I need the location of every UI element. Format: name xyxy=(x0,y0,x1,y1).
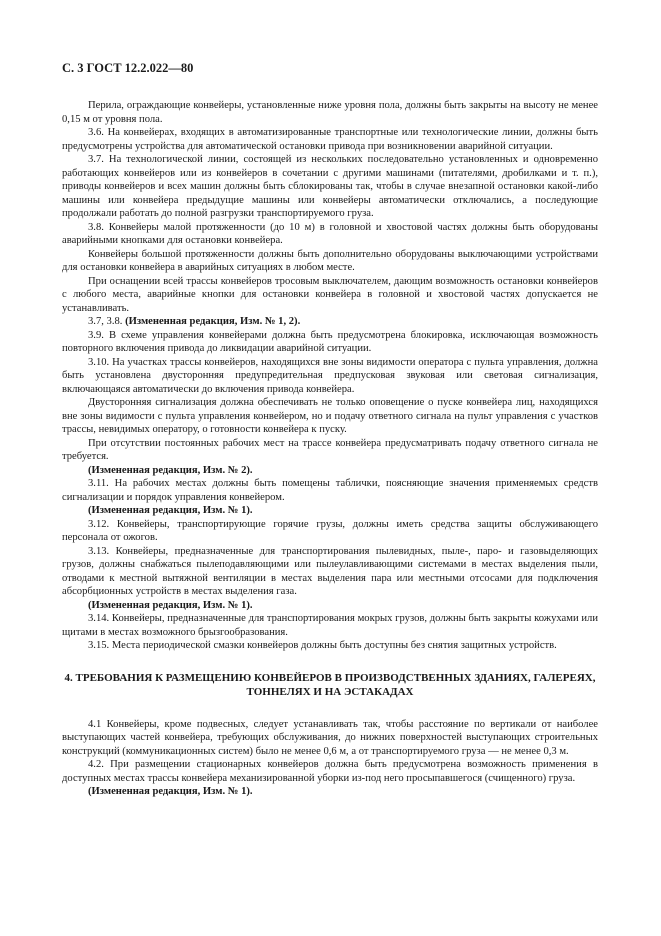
paragraph: При оснащении всей трассы конвейеров тросовым выключателем, дающим возможность остановки конвейеров с любого места, аварийные кнопки для остановки конвейера в головной и хвостовой частях допускается не устанавливать. xyxy=(62,275,598,314)
paragraph: 3.6. На конвейерах, входящих в автоматизированные транспортные или технологические линии, должны быть предусмотрены устройства для автоматической остановки привода при возникновении аварийной ситуации. xyxy=(62,127,598,152)
page-header: С. 3 ГОСТ 12.2.022—80 xyxy=(62,61,194,75)
paragraph: Двусторонняя сигнализация должна обеспечивать не только оповещение о пуске конвейера лиц, находящихся вне зоны видимости с пульта управления конвейером, но и подачу ответного сигнала на пульт управления с участков трассы, невидимых оператору, о готовности конвейера к пуску. xyxy=(62,397,598,435)
paragraph: 3.10. На участках трассы конвейеров, находящихся вне зоны видимости оператора с пульта управления, должна быть установлена двусторонняя предупредительная предпусковая звуковая или световая сигнализация, включающаяся автоматически до включения привода конвейера. xyxy=(62,356,598,395)
amendment-note: (Измененная редакция, Изм. № 1). xyxy=(88,599,253,611)
paragraph: 3.13. Конвейеры, предназначенные для транспортирования пылевидных, пыле-, паро- и газовыделяющих грузов, должны снабжаться пылеподавляющими или пылеулавливающими системами в местах выделения пыли, отводами к местной вытяжной вентиляции в местах выделения пара или местными отсосами для подключения абсорбционных устройств в местах выделения газа. xyxy=(62,545,598,597)
paragraph: При отсутствии постоянных рабочих мест на трассе конвейера предусматривать подачу ответного сигнала не требуется. xyxy=(62,437,598,462)
section-3-body xyxy=(62,99,598,653)
amendment-note-mixed xyxy=(62,315,598,329)
paragraph: 4.1 Конвейеры, кроме подвесных, следует устанавливать так, чтобы расстояние по вертикали от наиболее выступающих частей конвейера, требующих обслуживания, до нижних поверхностей выступающих строительных конструкций (коммуникационных систем) было не менее 0,6 м, а от транспортируемого груза — не менее 0,3 м. xyxy=(62,718,598,757)
section-4-title: 4. ТРЕБОВАНИЯ К РАЗМЕЩЕНИЮ КОНВЕЙЕРОВ В ПРОИЗВОДСТВЕННЫХ ЗДАНИЯХ, ГАЛЕРЕЯХ, ТОННЕЛЯХ И НА ЭСТАКАДАХ xyxy=(64,671,596,698)
amendment-note: (Измененная редакция, Изм. № 2). xyxy=(88,464,253,476)
document-page xyxy=(62,60,598,799)
amendment-note: (Измененная редакция, Изм. № 1). xyxy=(88,505,253,516)
paragraph: 3.15. Места периодической смазки конвейеров должны быть доступны без снятия защитных устройств. xyxy=(88,640,557,651)
paragraph: 3.14. Конвейеры, предназначенные для транспортирования мокрых грузов, должны быть закрыты кожухами или щитами в местах возможного брызгообразования. xyxy=(62,613,598,638)
amendment-note: (Измененная редакция, Изм. № 1). xyxy=(88,786,253,797)
paragraph: 3.9. В схеме управления конвейерами должна быть предусмотрена блокировка, исключающая возможность повторного включения привода до ликвидации аварийной ситуации. xyxy=(62,329,598,354)
paragraph: 3.8. Конвейеры малой протяженности (до 10 м) в головной и хвостовой частях должны быть оборудованы аварийными кнопками для остановки конвейера. xyxy=(62,221,598,246)
paragraph: 3.12. Конвейеры, транспортирующие горячие грузы, должны иметь средства защиты обслуживающего персонала от ожогов. xyxy=(62,518,598,543)
paragraph: 3.11. На рабочих местах должны быть помещены таблички, поясняющие значения применяемых средств сигнализации и порядок управления конвейером. xyxy=(62,478,598,503)
paragraph: Конвейеры большой протяженности должны быть дополнительно оборудованы выключающими устройствами для остановки конвейера в аварийных ситуациях в любом месте. xyxy=(62,248,598,273)
amendment-note: (Измененная редакция, Изм. № 1, 2). xyxy=(125,316,301,327)
paragraph: 3.7. На технологической линии, состоящей из нескольких последовательно установленных и одновременно работающих конвейеров или из конвейеров в сочетании с другими машинами (питателями, дробилками и т. п.), приводы конвейеров и всех машин должны быть сблокированы так, чтобы в случае внезапной остановки какой-либо машины или конвейера предыдущие машины или конвейеры автоматически отключались, а последующие продолжали работать до полной разгрузки транспортируемого груза. xyxy=(62,154,598,219)
clause-ref: 3.7, 3.8. xyxy=(88,316,126,327)
section-4-body xyxy=(62,718,598,799)
paragraph: Перила, ограждающие конвейеры, установленные ниже уровня пола, должны быть закрыты на высоту не менее 0,15 м от уровня пола. xyxy=(62,100,598,125)
paragraph: 4.2. При размещении стационарных конвейеров должна быть предусмотрена возможность применения в доступных местах трассы конвейера механизированной уборки из-под него просыпавшегося (счищенного) груза. xyxy=(62,759,598,784)
